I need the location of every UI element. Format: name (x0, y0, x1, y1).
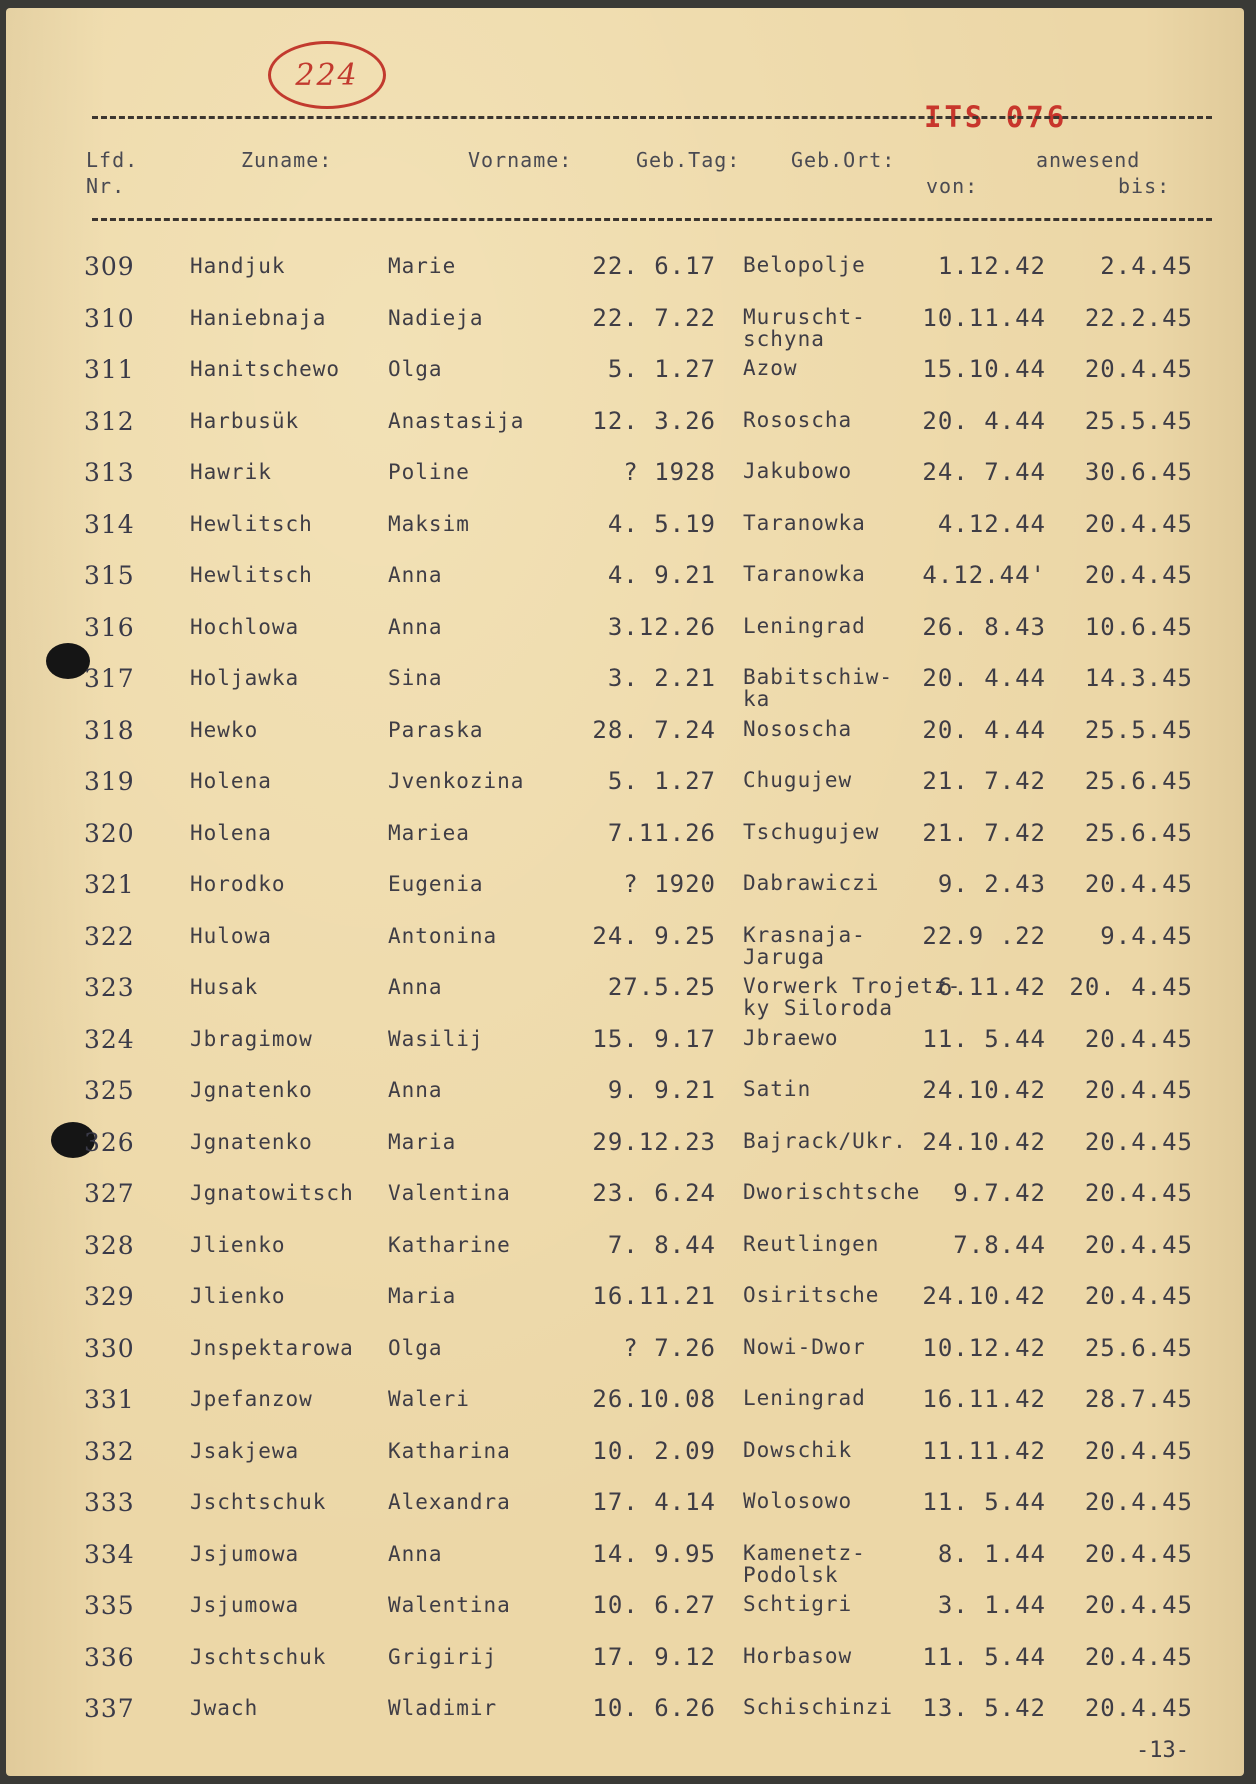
present-until: 2.4.45 (1100, 252, 1193, 280)
birth-date: 22. 6.17 (592, 252, 716, 280)
present-from: 7.8.44 (953, 1230, 1046, 1259)
present-until: 20.4.45 (1084, 509, 1193, 538)
birth-place: Jbraewo (743, 1025, 839, 1050)
present-until: 20.4.45 (1084, 1591, 1193, 1619)
row-number: 326 (84, 1127, 135, 1157)
first-name: Maksim (388, 511, 470, 536)
present-from: 20. 4.44 (922, 406, 1046, 435)
table-row (6, 715, 1244, 768)
birth-date: 24. 9.25 (592, 921, 716, 950)
table-row (6, 1642, 1244, 1695)
present-until: 14.3.45 (1084, 664, 1193, 692)
first-name: Alexandra (388, 1490, 511, 1514)
footer-page-number: -13- (1136, 1738, 1189, 1763)
birth-date: 3.12.26 (607, 612, 716, 641)
present-from: 13. 5.42 (922, 1694, 1046, 1722)
birth-place: Taranowka (743, 510, 866, 535)
present-from: 11. 5.44 (922, 1024, 1046, 1053)
table-row (6, 460, 1244, 510)
present-until: 20.4.45 (1084, 1076, 1193, 1104)
birth-place: Leningrad (743, 613, 866, 638)
table-row (6, 406, 1244, 459)
first-name: Poline (388, 460, 470, 484)
birth-place: Dabrawiczi (743, 871, 880, 895)
birth-date: 9. 9.21 (607, 1076, 716, 1104)
present-from: 1.12.42 (937, 252, 1046, 280)
table-row (6, 1127, 1244, 1180)
present-from: 24.10.42 (922, 1127, 1046, 1156)
first-name: Sina (388, 666, 443, 690)
present-until: 20.4.45 (1084, 870, 1193, 898)
birth-date: 28. 7.24 (592, 715, 716, 744)
birth-date: ? 7.26 (623, 1333, 716, 1362)
first-name: Antonina (388, 923, 498, 948)
birth-date: 12. 3.26 (592, 406, 716, 435)
present-until: 25.6.45 (1084, 818, 1193, 847)
first-name: Eugenia (388, 872, 484, 896)
birth-date: 5. 1.27 (607, 355, 716, 383)
present-from: 10.12.42 (922, 1333, 1046, 1362)
birth-date: 4. 5.19 (607, 509, 716, 538)
row-number: 319 (84, 767, 135, 796)
birth-place: Osiritsche (743, 1283, 880, 1307)
surname: Jschtschuk (190, 1644, 327, 1669)
surname: Jpefanzow (190, 1387, 313, 1411)
row-number: 333 (84, 1488, 135, 1517)
header-geb-ort: Geb.Ort: (791, 148, 896, 172)
present-from: 10.11.44 (922, 303, 1046, 332)
birth-place: Vorwerk Trojetz- ky Siloroda (743, 974, 962, 1020)
surname: Holena (190, 769, 272, 793)
present-from: 11.11.42 (922, 1436, 1046, 1465)
present-from: 15.10.44 (922, 355, 1046, 383)
present-from: 24.10.42 (922, 1282, 1046, 1310)
table-row (6, 975, 1244, 1025)
table-row (6, 563, 1244, 613)
present-until: 10.6.45 (1084, 612, 1193, 641)
table-row (6, 1490, 1244, 1540)
birth-date: 10. 6.26 (592, 1694, 716, 1722)
table-row (6, 303, 1244, 356)
birth-date: 15. 9.17 (592, 1024, 716, 1053)
table-row (6, 1024, 1244, 1077)
birth-date: 4. 9.21 (607, 561, 716, 589)
table-row (6, 1436, 1244, 1489)
table-row (6, 1696, 1244, 1746)
present-until: 20.4.45 (1084, 1230, 1193, 1259)
table-row (6, 666, 1244, 716)
birth-date: 5. 1.27 (607, 767, 716, 795)
row-number: 309 (84, 252, 135, 281)
header-bis: bis: (1118, 174, 1171, 198)
surname: Jsjumowa (190, 1593, 300, 1617)
row-number: 310 (84, 303, 135, 333)
table-row (6, 1333, 1244, 1386)
surname: Hulowa (190, 923, 272, 948)
row-number: 324 (84, 1024, 135, 1054)
row-number: 325 (84, 1076, 135, 1105)
first-name: Valentina (388, 1181, 511, 1205)
row-number: 314 (84, 509, 135, 539)
present-until: 20.4.45 (1084, 1127, 1193, 1156)
first-name: Maria (388, 1284, 457, 1308)
present-from: 3. 1.44 (937, 1591, 1046, 1619)
row-number: 321 (84, 870, 135, 899)
present-from: 22.9 .22 (922, 921, 1046, 950)
birth-place: Dworischtsche (743, 1180, 921, 1204)
surname: Hewlitsch (190, 563, 313, 587)
present-until: 20.4.45 (1084, 1024, 1193, 1053)
present-from: 21. 7.42 (922, 767, 1046, 795)
present-from: 4.12.44' (922, 561, 1046, 589)
its-stamp: ITS 076 (924, 100, 1068, 134)
document-page (6, 8, 1244, 1776)
present-until: 20.4.45 (1084, 1488, 1193, 1516)
first-name: Katharina (388, 1438, 511, 1463)
present-until: 25.6.45 (1084, 1333, 1193, 1362)
first-name: Anna (388, 1541, 443, 1566)
top-dashed-rule (92, 116, 1212, 119)
surname: Jgnatenko (190, 1129, 313, 1154)
present-from: 4.12.44 (937, 509, 1046, 538)
birth-place: Jakubowo (743, 459, 853, 483)
header-lfd: Lfd. (86, 148, 139, 172)
birth-place: Horbasow (743, 1643, 853, 1668)
birth-place: Babitschiw- ka (743, 665, 894, 711)
row-number: 336 (84, 1642, 135, 1672)
first-name: Anna (388, 563, 443, 587)
birth-date: 7. 8.44 (607, 1230, 716, 1259)
surname: Horodko (190, 872, 286, 896)
birth-place: Belopolje (743, 253, 866, 277)
table-row (6, 1284, 1244, 1334)
first-name: Olga (388, 357, 443, 381)
table-row (6, 1593, 1244, 1643)
first-name: Anna (388, 1078, 443, 1102)
surname: Holjawka (190, 666, 300, 690)
surname: Hochlowa (190, 614, 300, 639)
row-number: 320 (84, 818, 135, 848)
birth-place: Dowschik (743, 1437, 853, 1462)
row-number: 330 (84, 1333, 135, 1363)
first-name: Katharine (388, 1232, 511, 1257)
birth-place: Schtigri (743, 1592, 853, 1616)
table-row (6, 1181, 1244, 1231)
birth-date: 17. 9.12 (592, 1642, 716, 1671)
birth-place: Azow (743, 356, 798, 380)
table-row (6, 1387, 1244, 1437)
row-number: 322 (84, 921, 135, 951)
row-number: 332 (84, 1436, 135, 1466)
surname: Hewko (190, 717, 259, 742)
header-geb-tag: Geb.Tag: (636, 148, 741, 172)
first-name: Waleri (388, 1387, 470, 1411)
present-until: 30.6.45 (1084, 458, 1193, 486)
surname: Holena (190, 820, 272, 845)
header-dashed-rule (92, 218, 1212, 221)
surname: Jlienko (190, 1232, 286, 1257)
surname: Jsakjewa (190, 1438, 300, 1463)
row-number: 334 (84, 1539, 135, 1569)
birth-date: 7.11.26 (607, 818, 716, 847)
birth-date: 10. 2.09 (592, 1436, 716, 1465)
surname: Jgnatenko (190, 1078, 313, 1102)
surname: Harbusük (190, 408, 300, 433)
birth-place: Reutlingen (743, 1231, 880, 1256)
present-until: 20.4.45 (1084, 1179, 1193, 1207)
circled-page-number: 224 (268, 41, 386, 109)
table-row (6, 921, 1244, 974)
table-row (6, 509, 1244, 562)
birth-place: Schischinzi (743, 1695, 894, 1719)
row-number: 327 (84, 1179, 135, 1208)
table-row (6, 872, 1244, 922)
birth-place: Tschugujew (743, 819, 880, 844)
present-until: 20.4.45 (1084, 1694, 1193, 1722)
table-row (6, 769, 1244, 819)
header-vorname: Vorname: (468, 148, 573, 172)
birth-place: Wolosowo (743, 1489, 853, 1513)
birth-place: Nowi-Dwor (743, 1334, 866, 1359)
birth-place: Taranowka (743, 562, 866, 586)
birth-date: 14. 9.95 (592, 1539, 716, 1568)
surname: Jschtschuk (190, 1490, 327, 1514)
header-nr: Nr. (86, 174, 126, 198)
first-name: Wladimir (388, 1696, 498, 1720)
first-name: Anastasija (388, 408, 525, 433)
present-from: 6.11.42 (937, 973, 1046, 1001)
present-from: 20. 4.44 (922, 715, 1046, 744)
present-until: 20.4.45 (1084, 355, 1193, 383)
table-row (6, 818, 1244, 871)
birth-date: 10. 6.27 (592, 1591, 716, 1619)
birth-place: Muruscht- schyna (743, 304, 866, 351)
row-number: 331 (84, 1385, 135, 1414)
present-until: 20.4.45 (1084, 1642, 1193, 1671)
present-from: 20. 4.44 (922, 664, 1046, 692)
present-until: 20.4.45 (1084, 561, 1193, 589)
surname: Handjuk (190, 254, 286, 278)
birth-place: Chugujew (743, 768, 853, 792)
row-number: 315 (84, 561, 135, 590)
first-name: Olga (388, 1335, 443, 1360)
present-from: 11. 5.44 (922, 1642, 1046, 1671)
birth-date: 29.12.23 (592, 1127, 716, 1156)
first-name: Paraska (388, 717, 484, 742)
first-name: Nadieja (388, 305, 484, 330)
table-row (6, 357, 1244, 407)
first-name: Anna (388, 975, 443, 999)
first-name: Maria (388, 1129, 457, 1154)
row-number: 313 (84, 458, 135, 487)
present-until: 9.4.45 (1100, 921, 1193, 950)
surname: Jgnatowitsch (190, 1181, 354, 1205)
birth-date: 16.11.21 (592, 1282, 716, 1310)
present-from: 9.7.42 (953, 1179, 1046, 1207)
birth-date: 26.10.08 (592, 1385, 716, 1413)
birth-date: 27.5.25 (607, 973, 716, 1001)
present-from: 21. 7.42 (922, 818, 1046, 847)
birth-date: ? 1920 (623, 870, 716, 898)
present-until: 25.6.45 (1084, 767, 1193, 795)
surname: Husak (190, 975, 259, 999)
row-number: 312 (84, 406, 135, 436)
header-anwesend: anwesend (1036, 148, 1141, 172)
birth-date: 22. 7.22 (592, 303, 716, 332)
surname: Hanitschewo (190, 357, 341, 381)
present-from: 9. 2.43 (937, 870, 1046, 898)
birth-date: 3. 2.21 (607, 664, 716, 692)
first-name: Mariea (388, 820, 470, 845)
table-row (6, 254, 1244, 304)
row-number: 317 (84, 664, 135, 693)
present-until: 25.5.45 (1084, 715, 1193, 744)
present-until: 25.5.45 (1084, 406, 1193, 435)
row-number: 337 (84, 1694, 135, 1723)
present-until: 28.7.45 (1084, 1385, 1193, 1413)
birth-place: Kamenetz- Podolsk (743, 1540, 866, 1587)
present-until: 20.4.45 (1084, 1436, 1193, 1465)
row-number: 323 (84, 973, 135, 1002)
present-until: 20.4.45 (1084, 1282, 1193, 1310)
present-from: 11. 5.44 (922, 1488, 1046, 1516)
row-number: 318 (84, 715, 135, 745)
birth-place: Satin (743, 1077, 812, 1101)
present-from: 26. 8.43 (922, 612, 1046, 641)
table-row (6, 612, 1244, 665)
birth-date: 23. 6.24 (592, 1179, 716, 1207)
birth-date: 17. 4.14 (592, 1488, 716, 1516)
surname: Jlienko (190, 1284, 286, 1308)
present-until: 20.4.45 (1084, 1539, 1193, 1568)
present-from: 24.10.42 (922, 1076, 1046, 1104)
present-from: 24. 7.44 (922, 458, 1046, 486)
table-row (6, 1078, 1244, 1128)
first-name: Marie (388, 254, 457, 278)
row-number: 316 (84, 612, 135, 642)
birth-place: Rososcha (743, 407, 853, 432)
row-number: 329 (84, 1282, 135, 1311)
first-name: Jvenkozina (388, 769, 525, 793)
surname: Haniebnaja (190, 305, 327, 330)
surname: Hawrik (190, 460, 272, 484)
surname: Jbragimow (190, 1026, 313, 1051)
surname: Hewlitsch (190, 511, 313, 536)
present-from: 8. 1.44 (937, 1539, 1046, 1568)
row-number: 311 (84, 355, 135, 384)
present-until: 22.2.45 (1084, 303, 1193, 332)
birth-place: Bajrack/Ukr. (743, 1128, 907, 1153)
first-name: Wasilij (388, 1026, 484, 1051)
first-name: Grigirij (388, 1644, 498, 1669)
header-von: von: (926, 174, 979, 198)
table-row (6, 1539, 1244, 1592)
surname: Jsjumowa (190, 1541, 300, 1566)
header-zuname: Zuname: (241, 148, 333, 172)
row-number: 335 (84, 1591, 135, 1620)
surname: Jwach (190, 1696, 259, 1720)
row-number: 328 (84, 1230, 135, 1260)
birth-place: Leningrad (743, 1386, 866, 1410)
table-row (6, 1230, 1244, 1283)
birth-place: Krasnaja- Jaruga (743, 922, 866, 969)
present-from: 16.11.42 (922, 1385, 1046, 1413)
present-until: 20. 4.45 (1069, 973, 1193, 1001)
first-name: Anna (388, 614, 443, 639)
birth-place: Nososcha (743, 716, 853, 741)
surname: Jnspektarowa (190, 1335, 354, 1360)
first-name: Walentina (388, 1593, 511, 1617)
birth-date: ? 1928 (623, 458, 716, 486)
